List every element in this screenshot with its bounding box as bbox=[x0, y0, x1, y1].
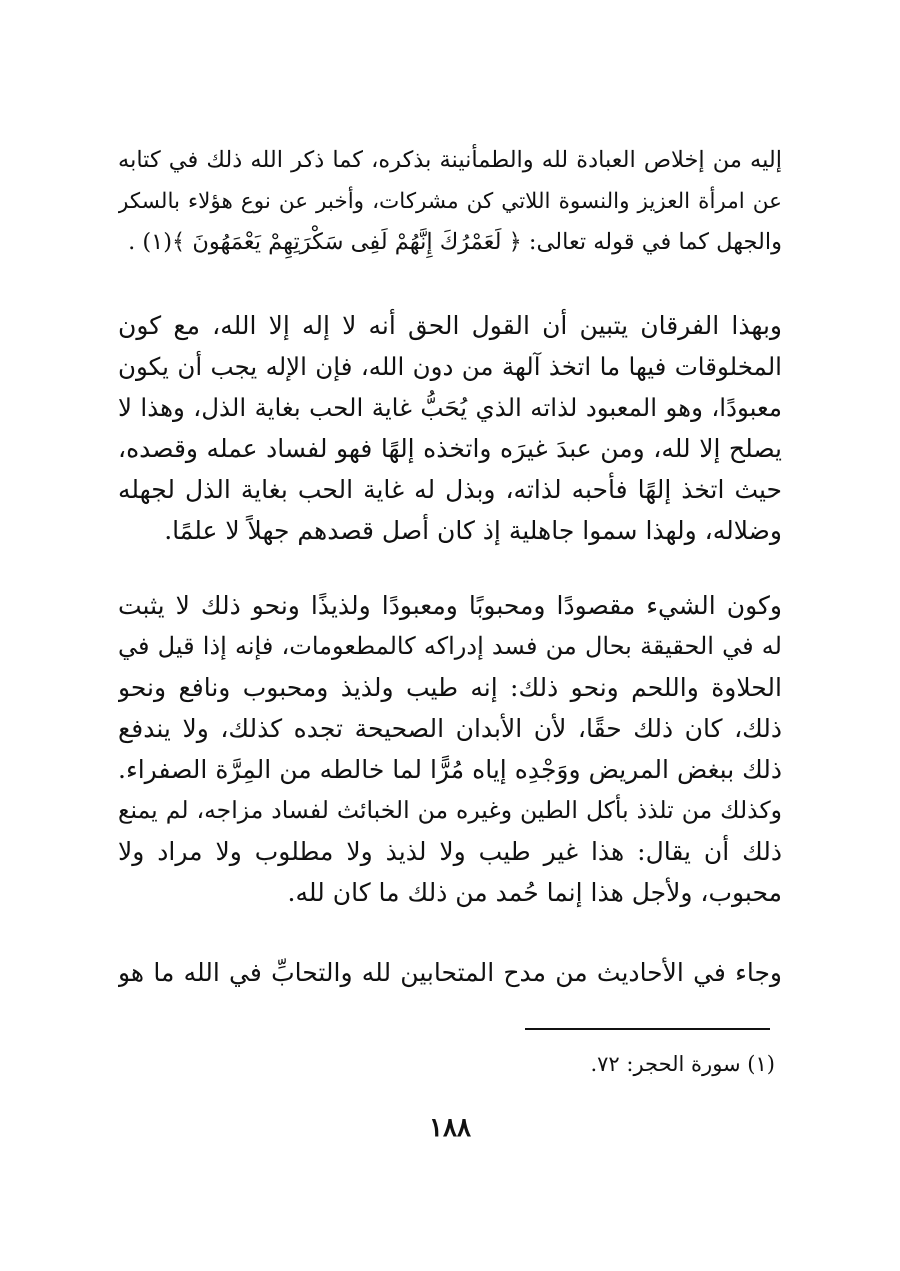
text-line: وكون الشيء مقصودًا ومحبوبًا ومعبودًا ولذيذًا ونحو ذلك لا يثبت bbox=[118, 591, 782, 620]
text-line: وكذلك من تلذذ بأكل الطين وغيره من الخبائث لفساد مزاجه، لم يمنع bbox=[118, 796, 782, 824]
text-line: يصلح إلا لله، ومن عبدَ غيرَه واتخذه إلهًا فهو لفساد عمله وقصده، bbox=[118, 434, 782, 463]
text-line: وبهذا الفرقان يتبين أن القول الحق أنه لا إله إلا الله، مع كون bbox=[118, 311, 782, 340]
paragraph-2 bbox=[118, 305, 782, 551]
text-line: ذلك أن يقال: هذا غير طيب ولا لذيذ ولا مطلوب ولا مراد ولا bbox=[118, 837, 782, 866]
text-line: المخلوقات فيها ما اتخذ آلهة من دون الله، فإن الإله يجب أن يكون bbox=[118, 352, 782, 381]
paragraph-4 bbox=[118, 952, 782, 993]
text-line: ذلك، كان ذلك حقًا، لأن الأبدان الصحيحة تجده كذلك، ولا يندفع bbox=[118, 714, 782, 743]
text-line: محبوب، ولأجل هذا إنما حُمد من ذلك ما كان لله. bbox=[287, 878, 782, 907]
paragraph-1 bbox=[118, 140, 782, 263]
text-line: له في الحقيقة بحال من فسد إدراكه كالمطعومات، فإنه إذا قيل في bbox=[118, 632, 782, 660]
text-line: والجهل كما في قوله تعالى: ﴿ لَعَمْرُكَ إِنَّهُمْ لَفِى سَكْرَتِهِمْ يَعْمَهُونَ ﴾(١) . bbox=[128, 229, 782, 255]
footnote: (١) سورة الحجر: ٧٢. bbox=[590, 1052, 775, 1076]
text-line: وضلاله، ولهذا سموا جاهلية إذ كان أصل قصدهم جهلاً لا علمًا. bbox=[164, 516, 782, 545]
footnote-divider bbox=[525, 1028, 770, 1030]
text-line: الحلاوة واللحم ونحو ذلك: إنه طيب ولذيذ ومحبوب ونافع ونحو bbox=[118, 673, 782, 702]
page-number: ١٨٨ bbox=[429, 1113, 471, 1143]
text-line: ذلك ببغض المريض ووَجْدِه إياه مُرًّا لما خالطه من المِرَّة الصفراء. bbox=[118, 755, 782, 784]
text-line: معبودًا، وهو المعبود لذاته الذي يُحَبُّ غاية الحب بغاية الذل، وهذا لا bbox=[118, 393, 782, 422]
text-line: وجاء في الأحاديث من مدح المتحابين لله والتحابِّ في الله ما هو bbox=[118, 958, 782, 987]
text-line: إليه من إخلاص العبادة لله والطمأنينة بذكره، كما ذكر الله ذلك في كتابه bbox=[118, 147, 782, 173]
text-line: حيث اتخذ إلهًا فأحبه لذاته، وبذل له غاية الحب بغاية الذل لجهله bbox=[118, 475, 782, 504]
text-line: عن امرأة العزيز والنسوة اللاتي كن مشركات، وأخبر عن نوع هؤلاء بالسكر bbox=[118, 189, 782, 214]
paragraph-3 bbox=[118, 585, 782, 913]
